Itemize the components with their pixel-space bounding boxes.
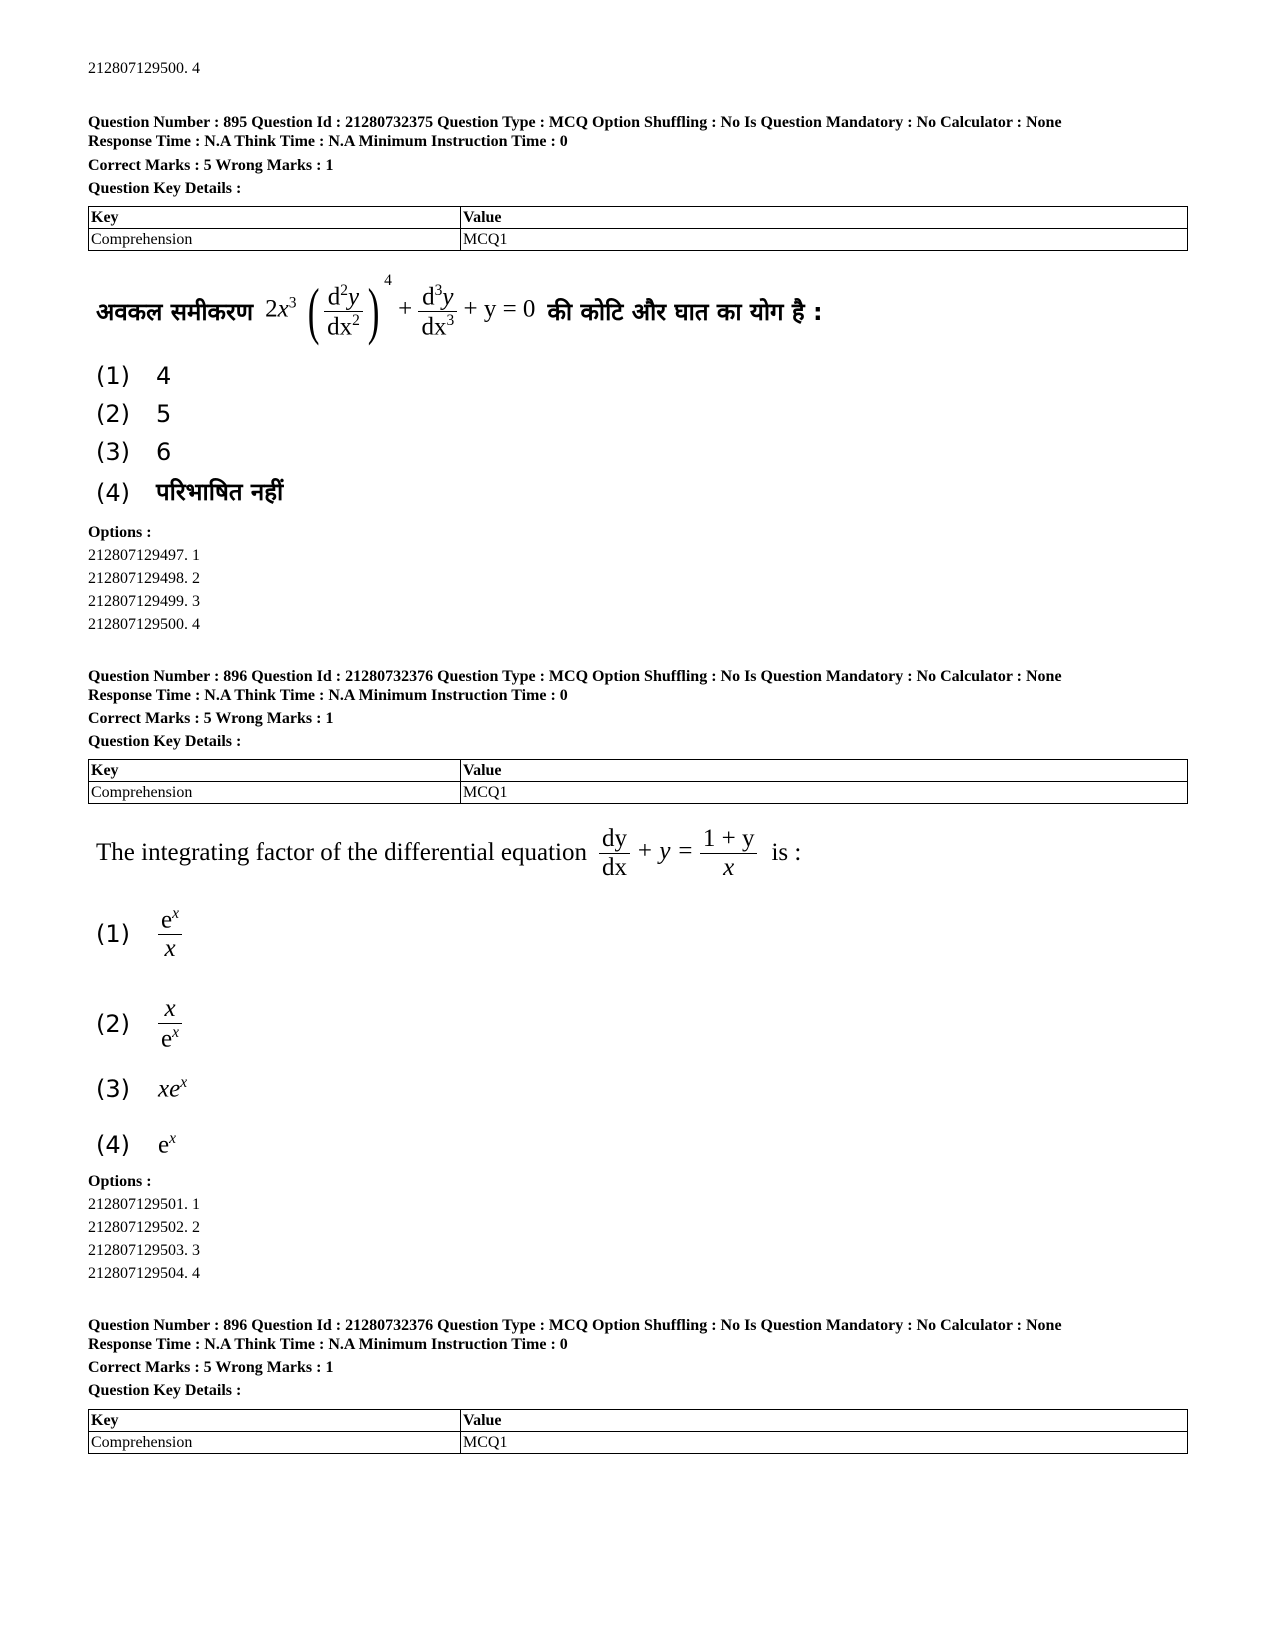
option-sup: x [180,1074,188,1091]
table-cell-value: MCQ1 [461,229,1188,251]
option-id: 212807129497. 1 [88,547,200,564]
option-base: xe [158,1075,181,1103]
marks-line: Correct Marks : 5 Wrong Marks : 1 [88,710,334,727]
eq-close-paren: ) [367,275,380,346]
option-label: (1) [96,362,130,390]
question-prefix: The integrating factor of the differential equation [96,839,588,866]
option-text: 5 [156,400,172,428]
eq-num: 1 + y [700,825,758,854]
option-text: 6 [156,438,172,466]
table-cell-key: Comprehension [89,229,461,251]
top-line: 212807129500. 4 [88,60,200,77]
eq-sup: 2 [352,311,360,329]
table-header-value: Value [461,760,1188,782]
frac-den: e [161,1025,173,1053]
frac-num: e [161,906,173,934]
eq-d: d [422,283,435,310]
key-details-label: Question Key Details : [88,733,242,750]
shown-option [96,1074,187,1103]
marks-line: Correct Marks : 5 Wrong Marks : 1 [88,1359,334,1376]
option-id: 212807129504. 4 [88,1265,200,1282]
eq-dx: dx [327,312,353,340]
eq-den: x [723,853,735,881]
question-text [96,266,823,356]
equation [265,272,536,346]
frac-den: x [164,935,176,963]
eq-dx: dx [421,312,447,340]
option-id: 212807129498. 2 [88,570,200,587]
eq-open-paren: ( [307,275,320,346]
eq-outer-pow: 4 [384,272,392,290]
question-meta-line2: Response Time : N.A Think Time : N.A Minimum Instruction Time : 0 [88,1336,568,1353]
option-label: (4) [96,1130,130,1159]
question-meta-line2: Response Time : N.A Think Time : N.A Minimum Instruction Time : 0 [88,687,568,704]
table-cell-key: Comprehension [89,782,461,804]
table-cell-value: MCQ1 [461,1432,1188,1454]
option-sup: x [169,1130,176,1147]
eq-dx: dx [602,853,628,881]
question-meta-line2: Response Time : N.A Think Time : N.A Minimum Instruction Time : 0 [88,133,568,150]
table-cell-key: Comprehension [89,1432,461,1454]
options-label: Options : [88,524,152,541]
eq-y: y [348,283,360,310]
option-label: (2) [96,400,130,428]
option-id: 212807129501. 1 [88,1196,200,1213]
equation [599,825,757,881]
table-cell-value: MCQ1 [461,782,1188,804]
question-meta-line1: Question Number : 896 Question Id : 21280732376 Question Type : MCQ Option Shuffling : No Is Question Mandatory : No Calculator : None [88,1317,1062,1334]
question-text [96,818,801,888]
question-suffix: is : [771,839,802,866]
eq-sup: 2 [340,281,348,299]
option-id: 212807129500. 4 [88,616,200,633]
eq-sup: 3 [446,311,455,329]
marks-line: Correct Marks : 5 Wrong Marks : 1 [88,157,334,174]
eq-tail: + y = 0 [463,295,536,323]
question-suffix: की कोटि और घात का योग है : [547,297,823,326]
shown-option [96,438,172,466]
option-label: (3) [96,438,130,466]
shown-option [96,362,172,390]
eq-frac-second [324,282,363,341]
table-header-key: Key [89,760,461,782]
option-id: 212807129499. 3 [88,593,200,610]
table-header-key: Key [89,1410,461,1432]
frac-num: x [158,995,182,1024]
option-id: 212807129503. 3 [88,1242,200,1259]
shown-option [96,478,284,507]
option-fraction [158,905,182,962]
option-text: परिभाषित नहीं [156,478,284,506]
key-details-table [88,1409,1188,1454]
question-meta-line1: Question Number : 896 Question Id : 21280732376 Question Type : MCQ Option Shuffling : No Is Question Mandatory : No Calculator : None [88,668,1062,685]
table-header-key: Key [89,207,461,229]
key-details-table [88,759,1188,804]
question-meta-line1: Question Number : 895 Question Id : 21280732375 Question Type : MCQ Option Shuffling : No Is Question Mandatory : No Calculator : None [88,114,1062,131]
frac-den-sup: x [172,1023,179,1041]
eq-y: y [442,283,454,310]
eq-sup: 3 [434,281,443,299]
options-label: Options : [88,1173,152,1190]
eq-frac-dydx [599,825,630,881]
key-details-label: Question Key Details : [88,1382,242,1399]
shown-option [96,1130,176,1159]
question-prefix: अवकल समीकरण [96,297,254,326]
eq-plus: + [398,295,413,323]
eq-var: x [277,295,289,323]
frac-num-sup: x [172,905,179,923]
option-label: (3) [96,1074,130,1103]
key-details-label: Question Key Details : [88,180,242,197]
option-id: 212807129502. 2 [88,1219,200,1236]
option-fraction [158,995,182,1052]
option-label: (1) [96,920,130,948]
eq-mid: + y = [636,837,694,865]
shown-option [96,400,172,428]
option-label: (2) [96,1010,130,1038]
eq-frac-third [418,282,457,341]
eq-pow: 3 [288,294,297,312]
table-header-value: Value [461,1410,1188,1432]
key-details-table [88,206,1188,251]
option-text: 4 [156,362,172,390]
eq-frac-rhs [700,825,758,881]
eq-dy: dy [599,825,630,854]
table-header-value: Value [461,207,1188,229]
option-base: e [158,1131,170,1159]
eq-d: d [327,283,341,310]
eq-coef: 2 [265,295,278,323]
option-label: (4) [96,479,130,507]
shown-option [96,988,182,1060]
shown-option [96,898,182,970]
